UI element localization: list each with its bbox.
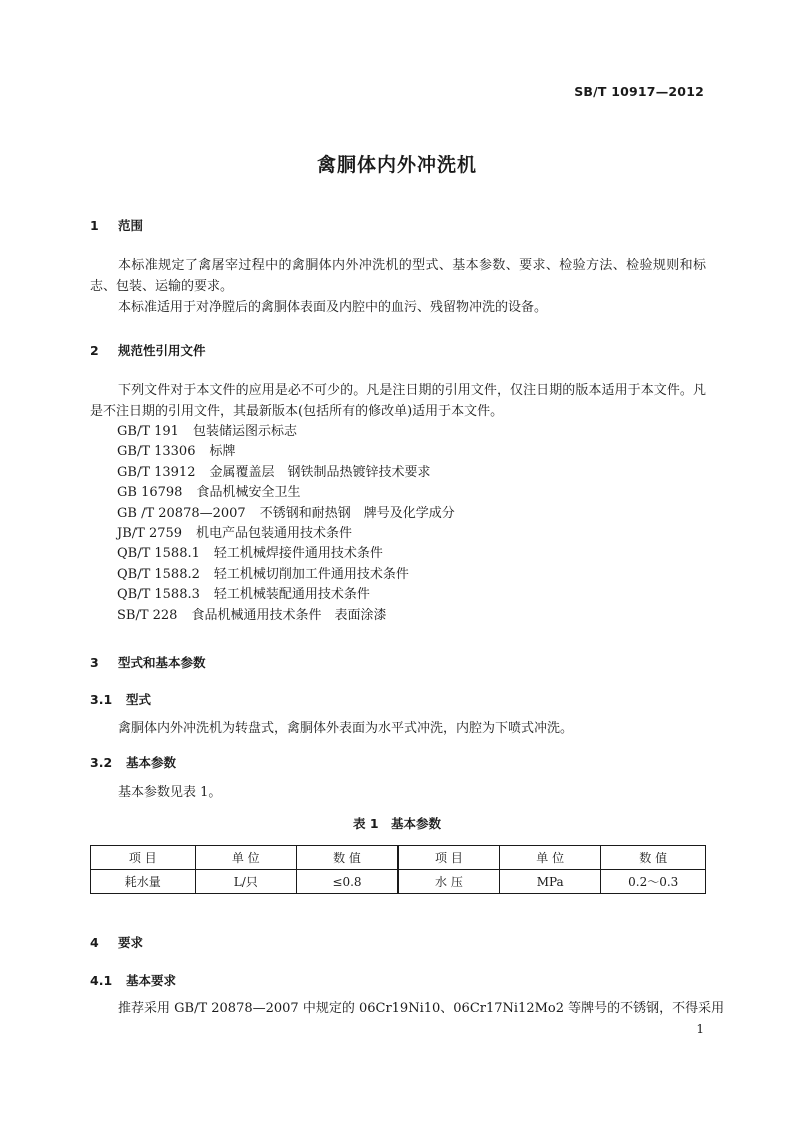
section-number: 3.1 xyxy=(90,692,113,707)
reference-item: QB/T 1588.3 轻工机械装配通用技术条件 xyxy=(117,587,370,603)
table-header-cell: 数 值 xyxy=(297,846,398,870)
table-row xyxy=(91,870,706,894)
section-3-2-paragraph: 基本参数见表 1。 xyxy=(118,785,222,800)
section-number: 3 xyxy=(90,655,99,670)
table-header-cell: 项 目 xyxy=(91,846,196,870)
section-title: 要求 xyxy=(118,935,144,950)
section-title: 基本参数 xyxy=(126,755,177,770)
reference-item: GB 16798 食品机械安全卫生 xyxy=(117,485,301,501)
section-number: 1 xyxy=(90,218,99,233)
table-header-cell: 单 位 xyxy=(499,846,600,870)
standard-code: SB/T 10917—2012 xyxy=(574,84,704,99)
section-title: 基本要求 xyxy=(126,973,177,988)
table-header-cell: 数 值 xyxy=(601,846,706,870)
reference-item: QB/T 1588.1 轻工机械焊接件通用技术条件 xyxy=(117,546,383,562)
section-title: 范围 xyxy=(118,218,144,233)
reference-item: QB/T 1588.2 轻工机械切削加工件通用技术条件 xyxy=(117,566,409,582)
section-1-paragraph-1: 本标准规定了禽屠宰过程中的禽胴体内外冲洗机的型式、基本参数、要求、检验方法、检验规则和标志、包装、运输的要求。 xyxy=(90,258,706,294)
section-3-2-heading xyxy=(90,753,176,771)
section-title: 型式和基本参数 xyxy=(118,655,206,670)
section-number: 4.1 xyxy=(90,973,113,988)
reference-item: JB/T 2759 机电产品包装通用技术条件 xyxy=(117,525,353,541)
document-title: 禽胴体内外冲洗机 xyxy=(316,154,477,176)
table-header-cell: 项 目 xyxy=(398,846,499,870)
normative-references-list xyxy=(117,422,455,626)
table-header-cell: 单 位 xyxy=(195,846,296,870)
section-2-heading xyxy=(90,341,206,359)
section-number: 4 xyxy=(90,935,99,950)
section-2-paragraph: 下列文件对于本文件的应用是必不可少的。凡是注日期的引用文件，仅注日期的版本适用于本文件。凡是不注日期的引用文件，其最新版本(包括所有的修改单)适用于本文件。 xyxy=(90,383,706,419)
section-4-heading xyxy=(90,933,143,951)
table-header-row xyxy=(91,846,706,870)
table-cell: L/只 xyxy=(195,870,296,894)
reference-item: GB/T 13306 标牌 xyxy=(117,444,236,460)
table-cell: MPa xyxy=(499,870,600,894)
section-title: 型式 xyxy=(126,692,152,707)
reference-item: GB/T 13912 金属覆盖层 钢铁制品热镀锌技术要求 xyxy=(117,464,431,480)
section-3-heading xyxy=(90,653,206,671)
section-number: 3.2 xyxy=(90,755,113,770)
section-4-1-heading xyxy=(90,971,176,989)
section-1-paragraph-2: 本标准适用于对净膛后的禽胴体表面及内腔中的血污、残留物冲洗的设备。 xyxy=(118,300,548,315)
section-title: 规范性引用文件 xyxy=(118,343,206,358)
reference-item: GB/T 191 包装储运图示标志 xyxy=(117,424,297,439)
reference-item: GB /T 20878—2007 不锈钢和耐热钢 牌号及化学成分 xyxy=(117,505,455,521)
table-1-caption: 表 1 基本参数 xyxy=(352,816,442,831)
table-cell: 耗水量 xyxy=(91,870,196,894)
section-3-1-heading xyxy=(90,690,151,708)
table-cell: ≤0.8 xyxy=(297,870,398,894)
table-cell: 水 压 xyxy=(398,870,499,894)
section-1-heading xyxy=(90,216,143,234)
reference-item: SB/T 228 食品机械通用技术条件 表面涂漆 xyxy=(117,607,387,623)
table-cell: 0.2～0.3 xyxy=(601,870,706,894)
page-number: 1 xyxy=(696,1022,704,1036)
section-number: 2 xyxy=(90,343,99,358)
section-4-1-paragraph: 推荐采用 GB/T 20878—2007 中规定的 06Cr19Ni10、06Cr17Ni12Mo2 等牌号的不锈钢，不得采用 xyxy=(118,1001,725,1016)
section-3-1-paragraph: 禽胴体内外冲洗机为转盘式，禽胴体外表面为水平式冲洗，内腔为下喷式冲洗。 xyxy=(118,721,574,736)
basic-parameters-table xyxy=(90,845,706,894)
